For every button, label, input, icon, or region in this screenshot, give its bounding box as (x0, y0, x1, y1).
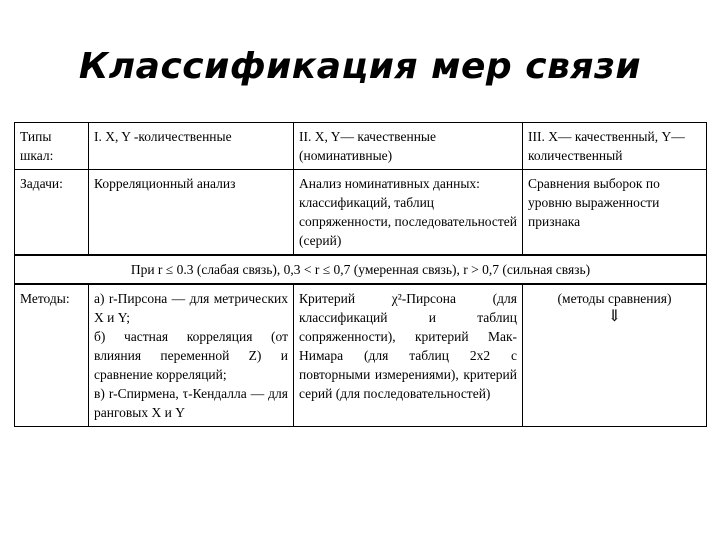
row-label-tasks: Задачи: (15, 170, 89, 256)
arrow-down-icon: ⇓ (607, 308, 622, 325)
table-row-methods (15, 284, 707, 427)
methods-type-1 (89, 284, 294, 427)
methods-comparison-text: (методы сравнения) (557, 291, 672, 306)
table-row-scales (15, 123, 707, 170)
classification-table (14, 122, 707, 427)
tasks-type-2: Анализ номинативных данных: классификаций, таблиц сопряженности, последовательностей (серий) (294, 170, 523, 256)
scales-type-1: I. X, Y -количественные (89, 123, 294, 170)
row-label-scales: Типы шкал: (15, 123, 89, 170)
row-label-methods: Методы: (15, 284, 89, 427)
method-partial-correlation: б) частная корреляция (от влияния переменной Z) и сравнение корреляций; (94, 329, 288, 382)
tasks-type-3: Сравнения выборок по уровню выраженности признака (523, 170, 707, 256)
methods-type-2: Критерий χ²-Пирсона (для классификаций и таблиц сопряженности), критерий Мак-Нимара (для таблиц 2х2 с повторными измерениями), критерий серий (для последовательностей) (294, 284, 523, 427)
method-pearson: а) r-Пирсона — для метрических X и Y; (94, 291, 288, 325)
scales-type-3: III. X— качественный, Y—количественный (523, 123, 707, 170)
table-row-strength-note (15, 255, 707, 284)
slide-title: Классификация мер связи (78, 46, 642, 87)
methods-type-3 (523, 284, 707, 427)
correlation-strength-note: При r ≤ 0.3 (слабая связь), 0,3 < r ≤ 0,7 (умеренная связь), r > 0,7 (сильная связь) (15, 255, 707, 284)
tasks-type-1: Корреляционный анализ (89, 170, 294, 256)
table-row-tasks (15, 170, 707, 256)
method-spearman-kendall: в) r-Спирмена, τ-Кендалла — для ранговых X и Y (94, 386, 288, 420)
scales-type-2: II. X, Y— качественные (номинативные) (294, 123, 523, 170)
